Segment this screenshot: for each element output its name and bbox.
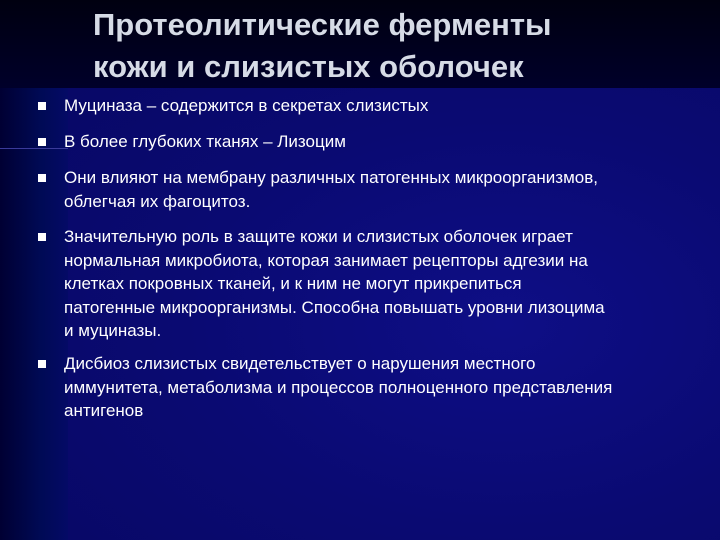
- bullet-line: Дисбиоз слизистых свидетельствует о нарушения местного: [64, 354, 536, 373]
- bullet-line: В более глубоких тканях – Лизоцим: [64, 132, 346, 151]
- bullet-line: клетках покровных тканей, и к ним не могут прикрепиться: [64, 274, 522, 293]
- bullet-square-icon: [38, 102, 46, 110]
- slide-title-line-2: кожи и слизистых оболочек: [93, 49, 524, 84]
- bullet-square-icon: [38, 360, 46, 368]
- bullet-line: Муциназа – содержится в секретах слизистых: [64, 96, 429, 115]
- bullet-square-icon: [38, 233, 46, 241]
- bullet-text: [64, 130, 714, 154]
- bullet-text: [64, 225, 714, 343]
- bullet-line: облегчая их фагоцитоз.: [64, 191, 251, 211]
- bullet-text: [64, 166, 714, 213]
- slide-title-line-1: Протеолитические ферменты: [93, 7, 552, 42]
- bullet-line: Они влияют на мембрану различных патогенных микроорганизмов,: [64, 168, 598, 187]
- bullet-square-icon: [38, 174, 46, 182]
- bullet-line: нормальная микробиота, которая занимает рецепторы адгезии на: [64, 250, 588, 270]
- bullet-line: патогенные микроорганизмы. Способна повышать уровни лизоцима: [64, 297, 605, 317]
- bullet-line: Значительную роль в защите кожи и слизистых оболочек играет: [64, 227, 573, 246]
- bullet-line: антигенов: [64, 401, 144, 420]
- bullet-line: иммунитета, метаболизма и процессов полноценного представления: [64, 377, 613, 397]
- bullet-text: [64, 94, 714, 118]
- bullet-line: и муциназы.: [64, 321, 162, 340]
- bullet-text: [64, 352, 714, 423]
- bullet-square-icon: [38, 138, 46, 146]
